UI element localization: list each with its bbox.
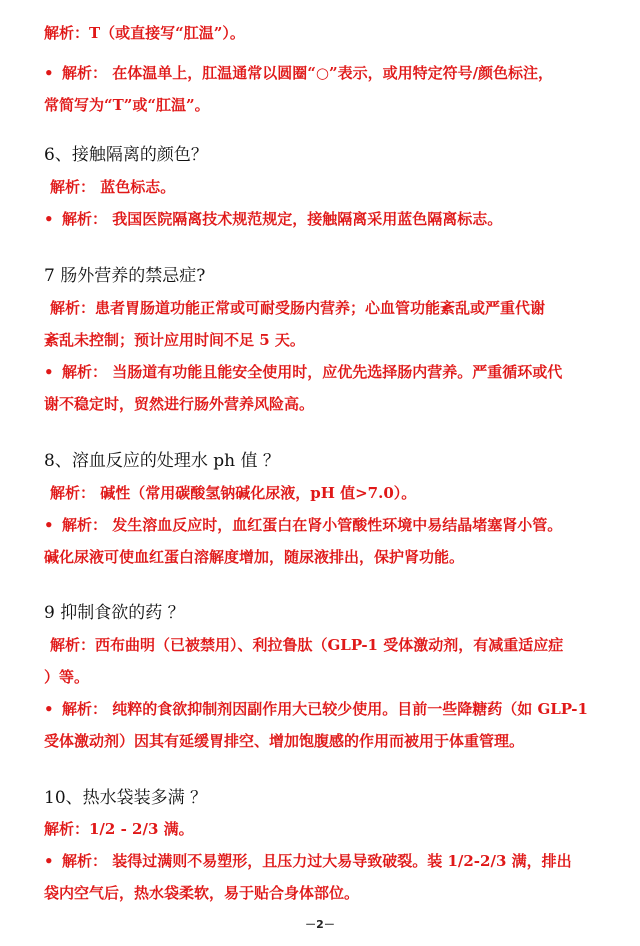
detail-line: 袋内空气后，热水袋柔软，易于贴合身体部位。: [44, 884, 360, 902]
answer-line: 解析：1/2 - 2/3 满。: [44, 820, 194, 838]
answer-block-q6: [0, 171, 640, 235]
answer-line: 解析：西布曲明（已被禁用）、利拉鲁肽（GLP-1 受体激动剂，有减重适应症: [50, 636, 564, 654]
bullet-marker: •: [44, 852, 54, 870]
bullet-marker: •: [44, 516, 54, 534]
question-6-heading: 6、接触隔离的颜色？: [44, 145, 208, 165]
answer-line: 解析： 碱性（常用碳酸氢钠碱化尿液，pH 值>7.0）。: [50, 484, 417, 502]
detail-line: • 解析： 在体温单上，肛温通常以圆圈“○”表示，或用特定符号/颜色标注，: [0, 57, 640, 89]
detail-line: • 解析： 装得过满则不易塑形，且压力过大易导致破裂。装 1/2-2/3 满，排出: [0, 845, 640, 877]
question-8-heading: 8、溶血反应的处理水 ph 值 ？: [44, 451, 280, 471]
answer-block-q10: [0, 813, 640, 909]
detail-line: 受体激动剂）因其有延缓胃排空、增加饱腹感的作用而被用于体重管理。: [44, 732, 525, 750]
bullet-marker: •: [44, 700, 54, 718]
bullet-marker: •: [44, 64, 54, 82]
page-number: －2－: [305, 918, 335, 931]
answer-line: 解析：T（或直接写“肛温”）。: [44, 24, 245, 42]
question-10-heading: 10、热水袋装多满 ？: [44, 788, 208, 808]
detail-line: 常简写为“T”或“肛温”。: [44, 96, 210, 114]
detail-line: • 解析： 我国医院隔离技术规范规定，接触隔离采用蓝色隔离标志。: [0, 203, 640, 235]
answer-block-q7: [0, 292, 640, 420]
question-7-heading: 7 肠外营养的禁忌症?: [44, 266, 206, 286]
detail-line: • 解析： 当肠道有功能且能安全使用时，应优先选择肠内营养。严重循环或代: [0, 356, 640, 388]
answer-line: 紊乱未控制；预计应用时间不足 5 天。: [44, 331, 305, 349]
question-9-heading: 9 抑制食欲的药 ？: [44, 603, 185, 623]
bullet-marker: •: [44, 210, 54, 228]
bullet-marker: •: [44, 363, 54, 381]
detail-line: 谢不稳定时，贸然进行肠外营养风险高。: [44, 395, 315, 413]
answer-line: ）等。: [44, 668, 90, 686]
answer-block-q9: [0, 629, 640, 757]
detail-line: 碱化尿液可使血红蛋白溶解度增加，随尿液排出，保护肾功能。: [44, 548, 465, 566]
answer-line: 解析：患者胃肠道功能正常或可耐受肠内营养；心血管功能紊乱或严重代谢: [50, 299, 546, 317]
answer-line: 解析： 蓝色标志。: [50, 178, 176, 196]
answer-block-top: [0, 17, 640, 121]
answer-block-q8: [0, 477, 640, 573]
detail-line: • 解析： 发生溶血反应时，血红蛋白在肾小管酸性环境中易结晶堵塞肾小管。: [0, 509, 640, 541]
detail-line: • 解析： 纯粹的食欲抑制剂因副作用大已较少使用。目前一些降糖药（如 GLP-1: [0, 693, 640, 725]
